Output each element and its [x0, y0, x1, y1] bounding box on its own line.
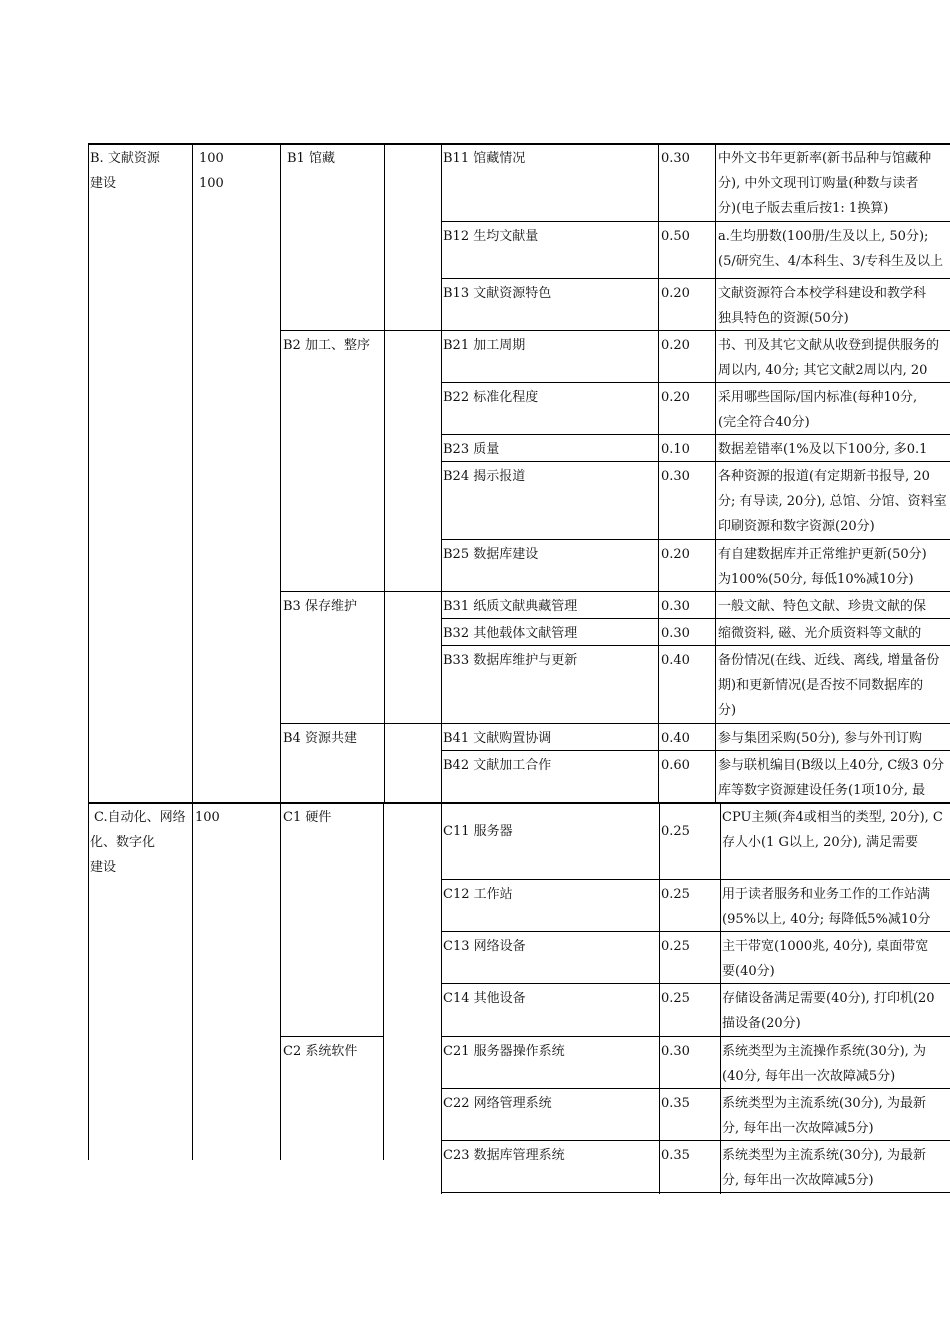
item-code: C14 其他设备 [443, 991, 526, 1006]
column-divider [280, 802, 281, 1160]
criteria-line: 系统类型为主流操作系统(30分), 为 [722, 1044, 926, 1059]
table-border-left [88, 143, 89, 803]
criteria-line: 分)(电子版去重后按1: 1换算) [718, 201, 889, 216]
criteria-line: 存储设备满足需要(40分), 打印机(20 [722, 991, 935, 1006]
item-criteria [718, 385, 950, 435]
criteria-line: 分, 每年出一次故障减5分) [722, 1173, 874, 1188]
criteria-line: 各种资源的报道(有定期新书报导, 20 [718, 469, 930, 484]
item-criteria [718, 464, 950, 539]
criteria-line: 中外文书年更新率(新书品种与馆藏种 [718, 151, 932, 166]
item-code: B22 标准化程度 [443, 390, 539, 405]
category-line: 建设 [90, 176, 117, 191]
item-criteria [722, 1039, 950, 1089]
column-divider [192, 802, 193, 1160]
row-divider [441, 382, 950, 383]
column-divider [192, 143, 193, 803]
row-divider [441, 1036, 950, 1037]
item-weight: 0.10 [661, 442, 690, 457]
item-weight: 0.20 [661, 547, 690, 562]
item-code: C12 工作站 [443, 887, 513, 902]
criteria-line: 印刷资源和数字资源(20分) [718, 519, 875, 534]
full-score: 100 [199, 151, 224, 166]
item-weight: 0.40 [661, 731, 690, 746]
item-code: B12 生均文献量 [443, 229, 539, 244]
criteria-line: 分, 每年出一次故障减5分) [722, 1121, 874, 1136]
criteria-line: 有自建数据库并正常维护更新(50分) [718, 547, 927, 562]
row-divider [441, 1140, 950, 1141]
item-weight: 0.30 [661, 599, 690, 614]
criteria-line: 文献资源符合本校学科建设和教学科 [718, 286, 927, 301]
row-divider [280, 591, 950, 592]
row-divider [441, 931, 950, 932]
category-cell-b [90, 146, 190, 196]
item-criteria [722, 882, 950, 932]
table-border-top [88, 143, 950, 145]
item-code: B42 文献加工合作 [443, 758, 552, 773]
item-code: B41 文献购置协调 [443, 731, 552, 746]
item-criteria [718, 333, 950, 383]
item-code: B24 揭示报道 [443, 469, 526, 484]
item-criteria [722, 1091, 950, 1141]
criteria-line: (完全符合40分) [718, 415, 810, 430]
item-code: B23 质量 [443, 442, 500, 457]
item-criteria [718, 726, 950, 751]
item-criteria [722, 934, 950, 984]
column-divider [715, 143, 716, 803]
section-divider [88, 802, 950, 804]
item-code: C22 网络管理系统 [443, 1096, 552, 1111]
criteria-line: 分), 中外文现刊订购量(种数与读者 [718, 176, 919, 191]
criteria-line: CPU主频(奔4或相当的类型, 20分), C [722, 810, 943, 825]
criteria-line: (5/研究生、4/本科生、3/专科生及以上 [718, 254, 944, 269]
category-line: C.自动化、网络 [94, 810, 186, 825]
item-weight: 0.30 [661, 626, 690, 641]
row-divider [441, 879, 950, 880]
group-name-b4: B4 资源共建 [283, 731, 357, 746]
criteria-line: 参与联机编目(B级以上40分, C级3 0分 [718, 758, 945, 773]
row-divider [441, 1088, 950, 1089]
item-weight: 0.30 [661, 469, 690, 484]
criteria-line: (40分, 每年出一次故障减5分) [722, 1069, 896, 1084]
column-divider [441, 804, 442, 1194]
criteria-line: 一般文献、特色文献、珍贵文献的保 [718, 599, 927, 614]
item-weight: 0.25 [661, 991, 690, 1006]
item-code: B33 数据库维护与更新 [443, 653, 578, 668]
column-divider [720, 804, 721, 1194]
criteria-line: 主干带宽(1000兆, 40分), 桌面带宽 [722, 939, 929, 954]
group-name-c1: C1 硬件 [283, 810, 332, 825]
item-criteria [718, 224, 950, 274]
criteria-line: a.生均册数(100册/生及以上, 50分); [718, 229, 929, 244]
full-score: 100 [199, 176, 224, 191]
row-divider [280, 330, 950, 331]
item-criteria [718, 753, 950, 803]
criteria-line: (95%以上, 40分; 每降低5%减10分 [722, 912, 931, 927]
item-criteria [718, 542, 950, 592]
row-divider [441, 618, 950, 619]
row-divider [441, 983, 950, 984]
item-criteria [722, 1143, 950, 1193]
table-border-bottom [441, 1192, 950, 1193]
group-name-b2: B2 加工、整序 [283, 338, 370, 353]
column-divider [280, 143, 281, 803]
row-divider [441, 539, 950, 540]
item-weight: 0.25 [661, 939, 690, 954]
item-weight: 0.50 [661, 229, 690, 244]
row-divider [441, 461, 950, 462]
category-line: 化、数字化 [90, 835, 156, 850]
criteria-line: 要(40分) [722, 964, 775, 979]
criteria-line: 分; 有导读, 20分), 总馆、分馆、资料室 [718, 494, 947, 509]
row-divider [280, 1036, 383, 1037]
item-criteria [718, 648, 950, 723]
item-criteria [718, 594, 950, 619]
criteria-line: 周以内, 40分; 其它文献2周以内, 20 [718, 363, 928, 378]
item-weight: 0.35 [661, 1096, 690, 1111]
criteria-line: 用于读者服务和业务工作的工作站满 [722, 887, 931, 902]
item-weight: 0.20 [661, 390, 690, 405]
item-criteria [718, 146, 950, 221]
row-divider [441, 434, 950, 435]
criteria-line: 书、刊及其它文献从收登到提供服务的 [718, 338, 940, 353]
category-line: 建设 [90, 860, 117, 875]
item-criteria [718, 437, 950, 462]
item-code: C23 数据库管理系统 [443, 1148, 565, 1163]
table-border-left [88, 802, 89, 1160]
criteria-line: 描设备(20分) [722, 1016, 801, 1031]
item-code: C21 服务器操作系统 [443, 1044, 565, 1059]
group-name-b3: B3 保存维护 [283, 599, 357, 614]
column-divider [658, 143, 659, 803]
category-line: B. 文献资源 [90, 151, 160, 166]
full-score-cell-c: 100 [195, 810, 220, 825]
item-code: B32 其他载体文献管理 [443, 626, 578, 641]
item-code: B13 文献资源特色 [443, 286, 552, 301]
item-code: B21 加工周期 [443, 338, 526, 353]
item-code: B25 数据库建设 [443, 547, 539, 562]
criteria-line: 参与集团采购(50分), 参与外刊订购 [718, 731, 922, 746]
group-name-b1: B1 馆藏 [287, 151, 335, 166]
item-weight: 0.20 [661, 286, 690, 301]
item-weight: 0.40 [661, 653, 690, 668]
column-divider [384, 143, 385, 803]
item-weight: 0.30 [661, 1044, 690, 1059]
row-divider [441, 278, 950, 279]
criteria-line: 期)和更新情况(是否按不同数据库的 [718, 678, 924, 693]
group-name-c2: C2 系统软件 [283, 1044, 358, 1059]
criteria-line: 缩微资料, 磁、光介质资料等文献的 [718, 626, 922, 641]
criteria-line: 备份情况(在线、近线、离线, 增量备份 [718, 653, 940, 668]
criteria-line: 存人小(1 G以上, 20分), 满足需要 [722, 835, 919, 850]
item-criteria [718, 621, 950, 646]
item-criteria [722, 805, 950, 855]
column-divider [383, 802, 384, 1160]
item-code: B31 纸质文献典藏管理 [443, 599, 578, 614]
criteria-line: 分) [718, 703, 737, 718]
item-weight: 0.20 [661, 338, 690, 353]
item-weight: 0.60 [661, 758, 690, 773]
item-weight: 0.35 [661, 1148, 690, 1163]
column-divider [441, 143, 442, 803]
item-weight: 0.25 [661, 824, 690, 839]
criteria-line: 系统类型为主流系统(30分), 为最新 [722, 1096, 926, 1111]
criteria-line: 采用哪些国际/国内标准(每种10分, [718, 390, 918, 405]
row-divider [280, 723, 950, 724]
column-divider [659, 804, 660, 1194]
item-criteria [722, 986, 950, 1036]
row-divider [441, 750, 950, 751]
criteria-line: 数据差错率(1%及以下100分, 多0.1 [718, 442, 928, 457]
full-score-cell-b [199, 146, 279, 196]
item-criteria [718, 281, 950, 331]
item-code: C11 服务器 [443, 824, 513, 839]
item-code: C13 网络设备 [443, 939, 526, 954]
criteria-line: 独具特色的资源(50分) [718, 311, 849, 326]
row-divider [441, 221, 950, 222]
item-code: B11 馆藏情况 [443, 151, 526, 166]
row-divider [441, 645, 950, 646]
criteria-line: 为100%(50分, 每低10%减10分) [718, 572, 914, 587]
item-weight: 0.25 [661, 887, 690, 902]
criteria-line: 库等数字资源建设任务(1项10分, 最 [718, 783, 926, 798]
criteria-line: 系统类型为主流系统(30分), 为最新 [722, 1148, 926, 1163]
category-cell-c [90, 805, 194, 880]
item-weight: 0.30 [661, 151, 690, 166]
